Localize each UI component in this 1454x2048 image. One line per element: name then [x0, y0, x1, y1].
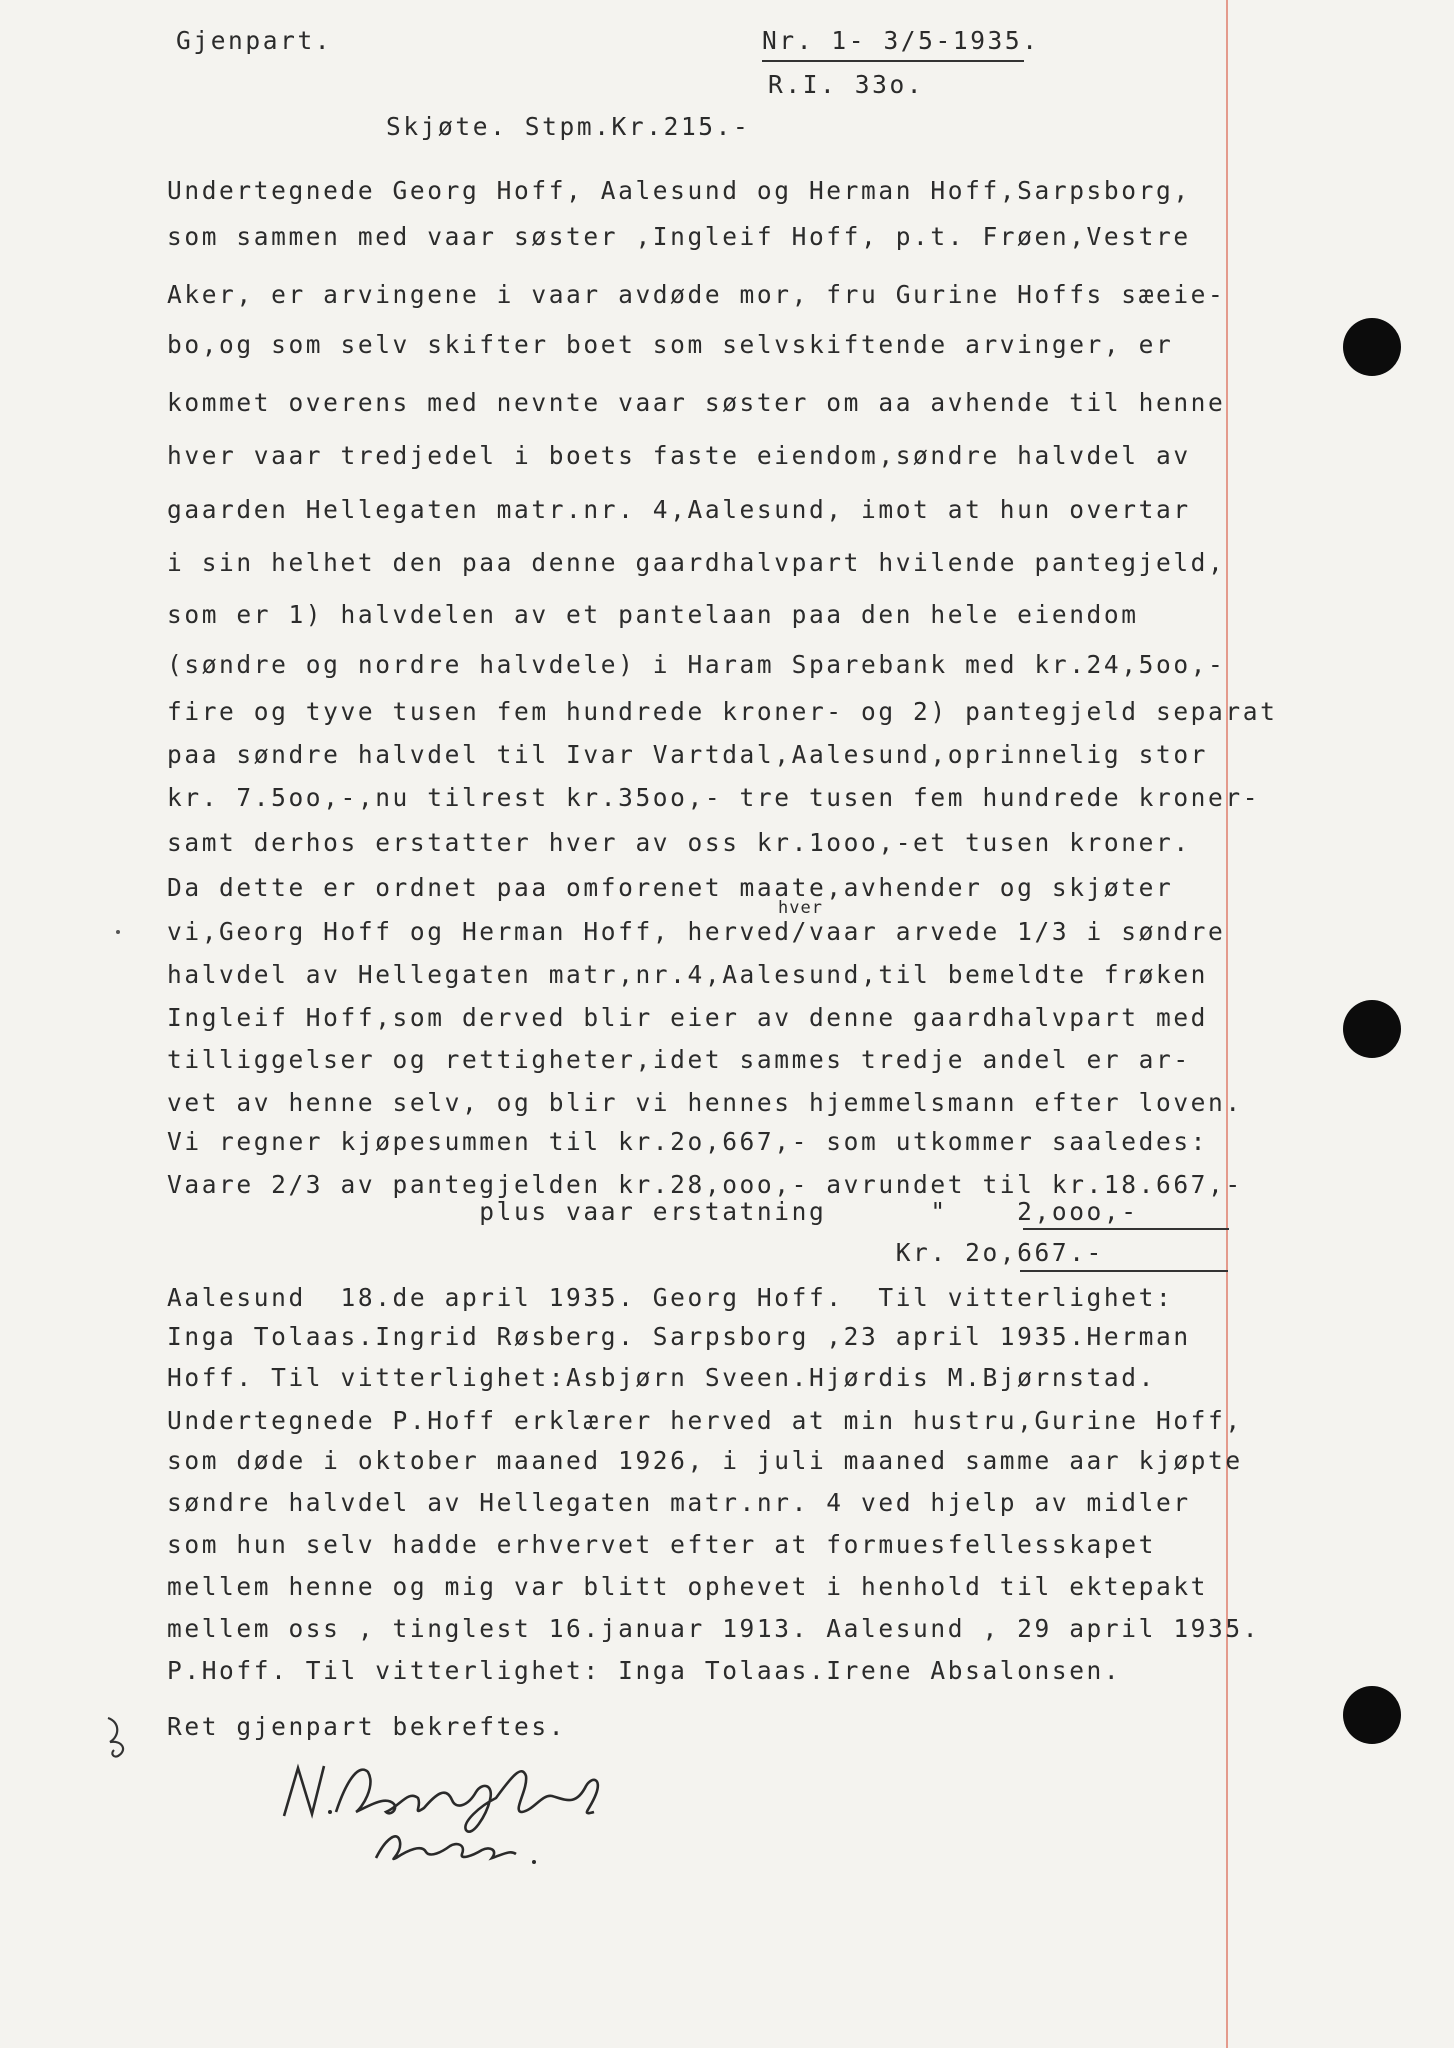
body-line: paa søndre halvdel til Ivar Vartdal,Aalesund,oprinnelig stor — [167, 740, 1209, 769]
body-line: kommet overens med nevnte vaar søster om aa avhende til henne — [167, 388, 1226, 417]
body-line: mellem henne og mig var blitt ophevet i henhold til ektepakt — [167, 1572, 1209, 1601]
body-line: Undertegnede Georg Hoff, Aalesund og Herman Hoff,Sarpsborg, — [167, 176, 1191, 205]
body-line: Aker, er arvingene i vaar avdøde mor, fru Gurine Hoffs sæeie- — [167, 280, 1226, 309]
body-line: mellem oss , tinglest 16.januar 1913. Aalesund , 29 april 1935. — [167, 1614, 1261, 1643]
body-line: hver vaar tredjedel i boets faste eiendom,søndre halvdel av — [167, 441, 1191, 470]
body-line: Undertegnede P.Hoff erklærer herved at min hustru,Gurine Hoff, — [167, 1406, 1243, 1435]
body-line: (søndre og nordre halvdele) i Haram Sparebank med kr.24,5oo,- — [167, 650, 1226, 679]
body-line: Vi regner kjøpesummen til kr.2o,667,- som utkommer saaledes: — [167, 1127, 1209, 1156]
document-number: Nr. 1- 3/5-1935. — [762, 26, 1040, 55]
number-underline — [762, 60, 1024, 62]
certification-line: Ret gjenpart bekreftes. — [167, 1712, 567, 1741]
body-line: som sammen med vaar søster ,Ingleif Hoff, p.t. Frøen,Vestre — [167, 222, 1191, 251]
handwritten-signature-icon — [276, 1746, 636, 1876]
reference: R.I. 33o. — [768, 70, 925, 99]
body-line: bo,og som selv skifter boet som selvskiftende arvinger, er — [167, 330, 1174, 359]
binder-hole-icon — [1343, 318, 1401, 376]
body-line: samt derhos erstatter hver av oss kr.1ooo,-et tusen kroner. — [167, 828, 1191, 857]
body-line: i sin helhet den paa denne gaardhalvpart hvilende pantegjeld, — [167, 548, 1226, 577]
body-line: som døde i oktober maaned 1926, i juli maaned samme aar kjøpte — [167, 1446, 1243, 1475]
margin-line — [1226, 0, 1228, 2048]
copy-label: Gjenpart. — [176, 26, 333, 55]
body-line: Inga Tolaas.Ingrid Røsberg. Sarpsborg ,23 april 1935.Herman — [167, 1322, 1191, 1351]
binder-hole-icon — [1343, 1686, 1401, 1744]
body-line: søndre halvdel av Hellegaten matr.nr. 4 ved hjelp av midler — [167, 1488, 1191, 1517]
body-line: Vaare 2/3 av pantegjelden kr.28,ooo,- avrundet til kr.18.667,- — [167, 1170, 1243, 1199]
body-line: vi,Georg Hoff og Herman Hoff, herved/vaar arvede 1/3 i søndre — [167, 917, 1226, 946]
body-line: halvdel av Hellegaten matr,nr.4,Aalesund,til bemeldte frøken — [167, 960, 1209, 989]
ink-speck — [116, 930, 120, 934]
interlinear-insertion: hver — [778, 898, 823, 918]
body-line: vet av henne selv, og blir vi hennes hjemmelsmann efter loven. — [167, 1088, 1243, 1117]
total-rule — [1020, 1270, 1228, 1272]
body-line: Hoff. Til vitterlighet:Asbjørn Sveen.Hjørdis M.Bjørnstad. — [167, 1363, 1156, 1392]
total-line: Kr. 2o,667.- — [167, 1238, 1104, 1267]
sum-rule — [1023, 1228, 1229, 1230]
document-title: Skjøte. Stpm.Kr.215.- — [386, 112, 751, 141]
body-line: kr. 7.5oo,-,nu tilrest kr.35oo,- tre tusen fem hundrede kroner- — [167, 783, 1261, 812]
body-line: som hun selv hadde erhvervet efter at formuesfellesskapet — [167, 1530, 1156, 1559]
body-line: Ingleif Hoff,som derved blir eier av denne gaardhalvpart med — [167, 1003, 1209, 1032]
sum-line: plus vaar erstatning " 2,ooo,- — [167, 1197, 1139, 1226]
binder-hole-icon — [1343, 1000, 1401, 1058]
body-line: Da dette er ordnet paa omforenet maate,avhender og skjøter — [167, 873, 1174, 902]
body-line: fire og tyve tusen fem hundrede kroner- og 2) pantegjeld separat — [167, 697, 1278, 726]
body-line: som er 1) halvdelen av et pantelaan paa den hele eiendom — [167, 600, 1139, 629]
body-line: Aalesund 18.de april 1935. Georg Hoff. Til vitterlighet: — [167, 1283, 1174, 1312]
body-line: gaarden Hellegaten matr.nr. 4,Aalesund, imot at hun overtar — [167, 495, 1191, 524]
body-line: tilliggelser og rettigheter,idet sammes tredje andel er ar- — [167, 1045, 1191, 1074]
body-line: P.Hoff. Til vitterlighet: Inga Tolaas.Irene Absalonsen. — [167, 1656, 1122, 1685]
margin-mark-icon — [98, 1712, 138, 1762]
